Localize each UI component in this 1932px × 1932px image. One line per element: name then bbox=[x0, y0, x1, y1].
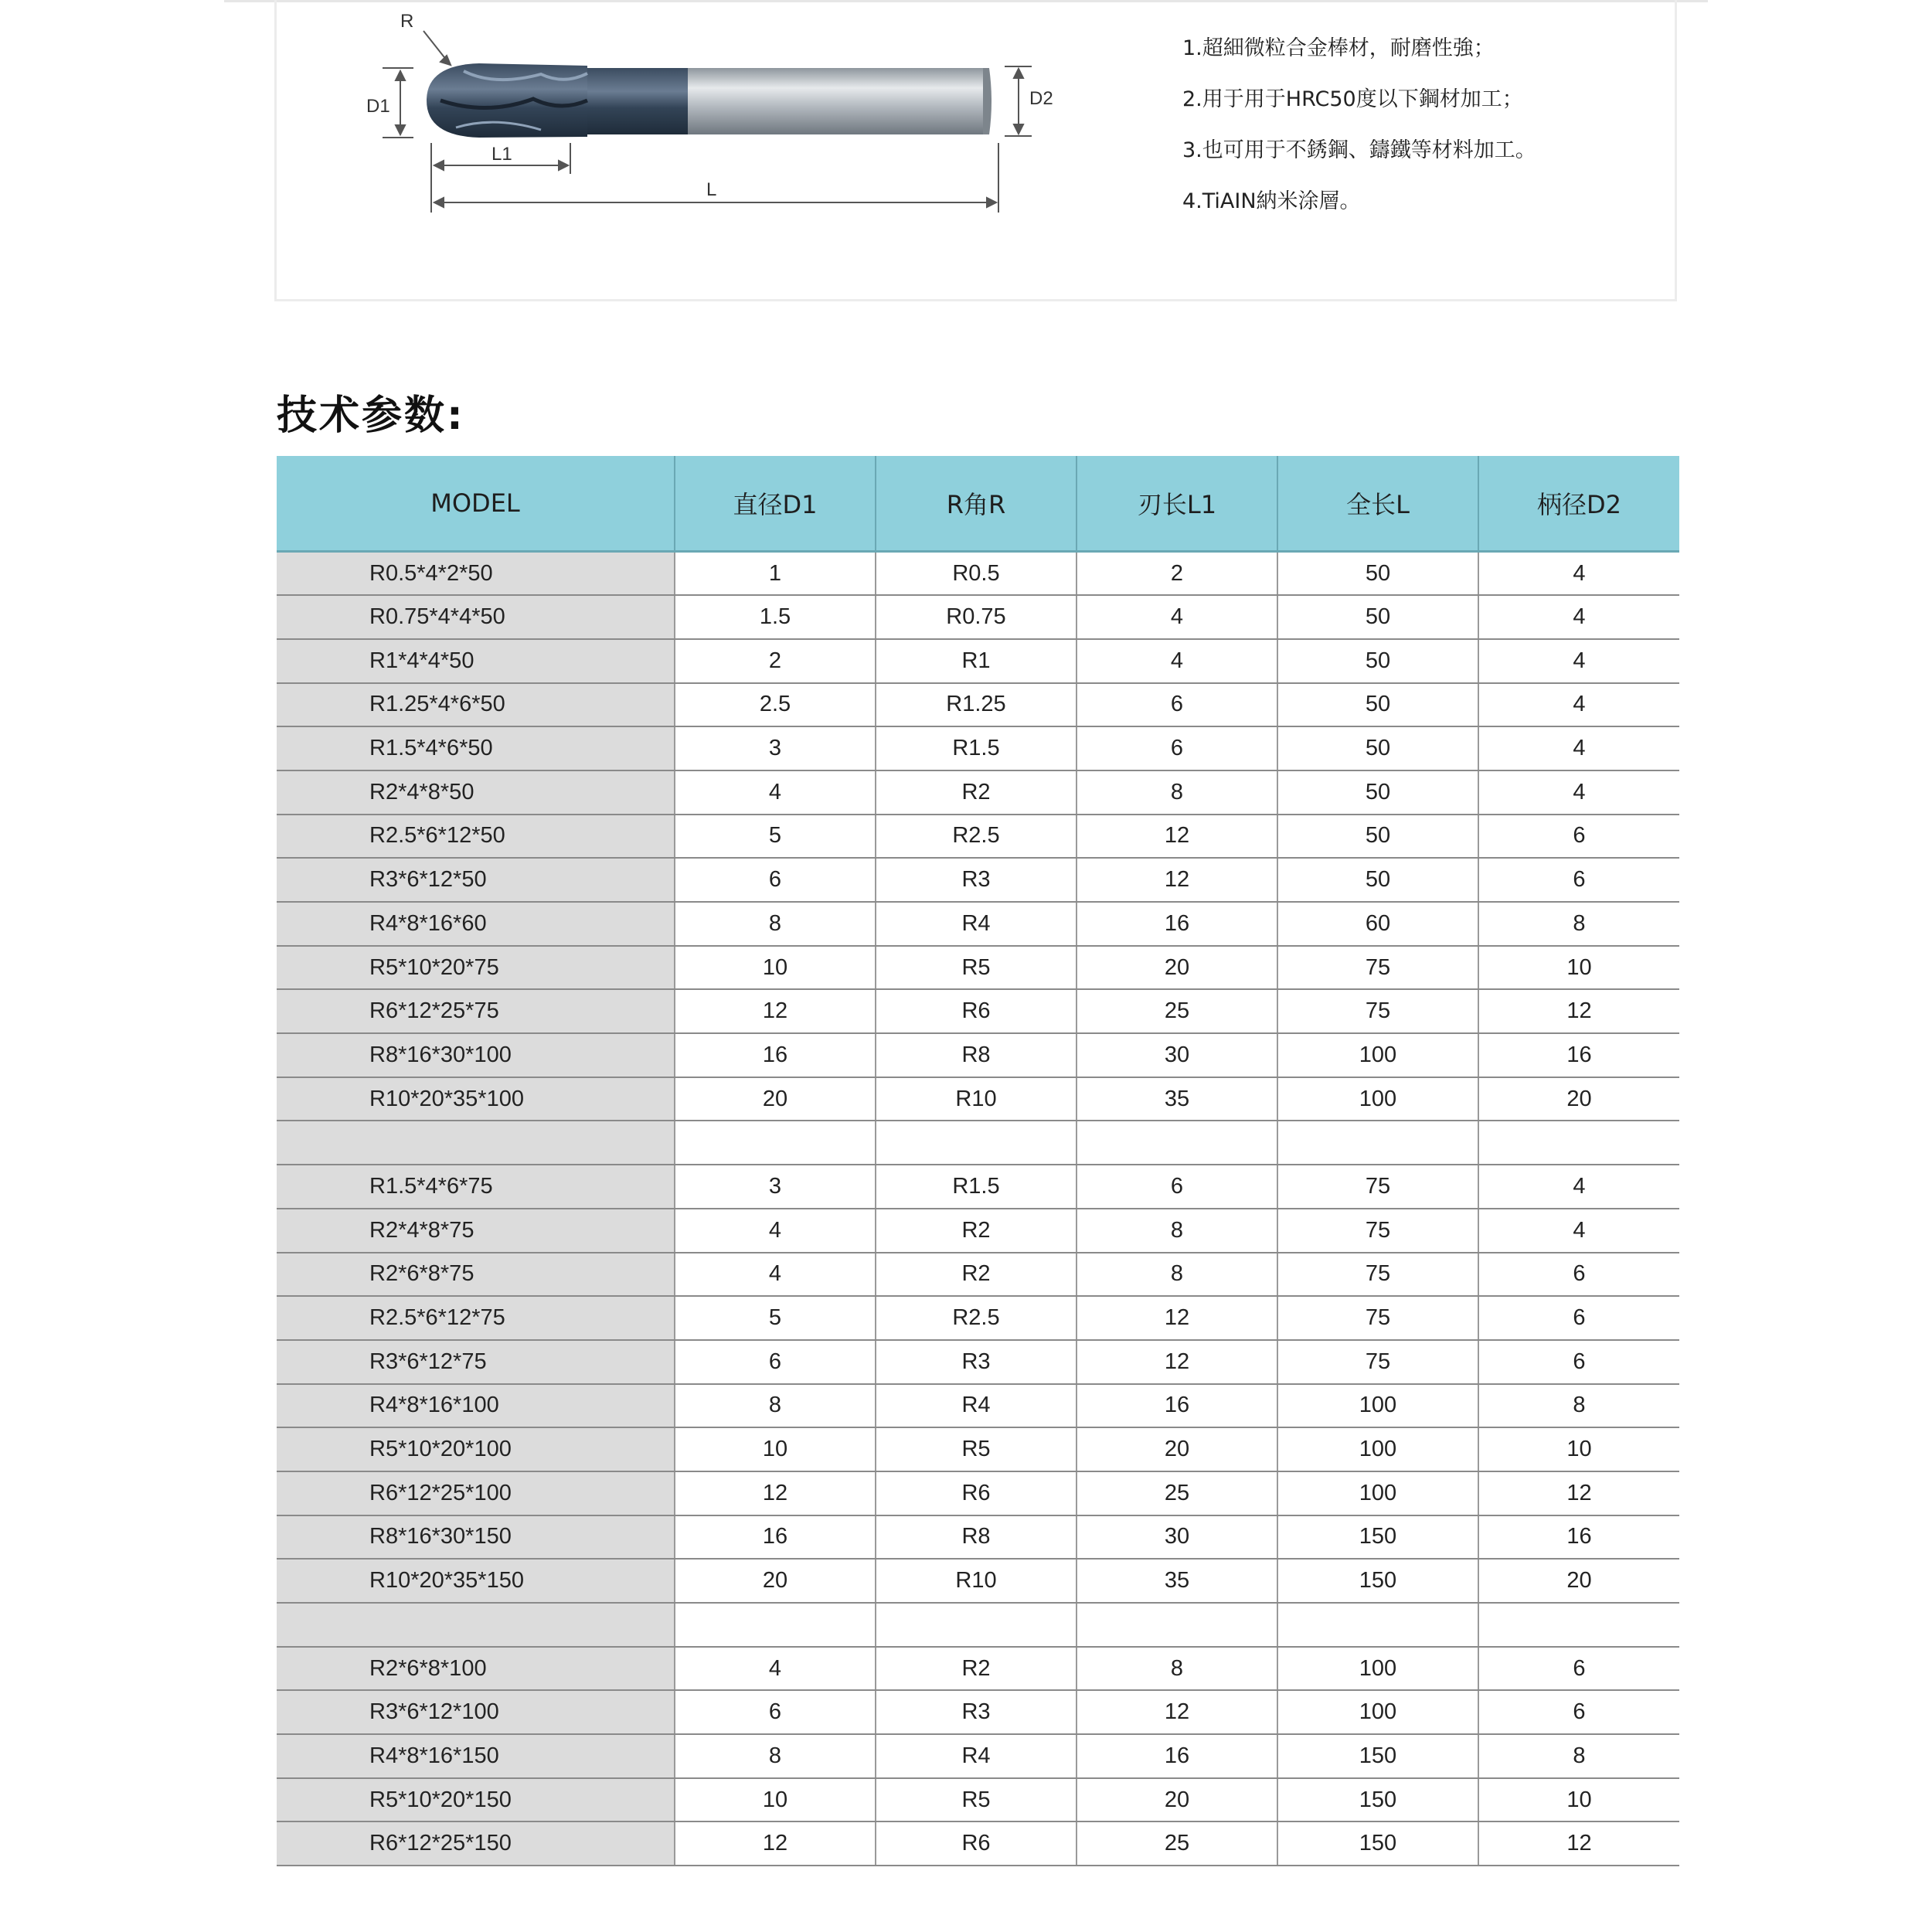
cell-d2: 4 bbox=[1478, 726, 1679, 770]
table-row bbox=[277, 726, 1679, 770]
cell-d2: 6 bbox=[1478, 858, 1679, 902]
cell-l: 75 bbox=[1277, 1209, 1478, 1253]
cell-l1: 4 bbox=[1077, 639, 1277, 683]
table-row bbox=[277, 1690, 1679, 1734]
cell-d2: 6 bbox=[1478, 815, 1679, 859]
table-row bbox=[277, 815, 1679, 859]
end-mill-diagram bbox=[0, 0, 1932, 309]
cell-l1: 4 bbox=[1077, 595, 1277, 639]
section-title: 技术参数: bbox=[277, 393, 465, 439]
cell-model: R2*6*8*100 bbox=[277, 1647, 675, 1691]
cell-l: 100 bbox=[1277, 1471, 1478, 1515]
cell-r: R6 bbox=[876, 1821, 1077, 1866]
cell-l1 bbox=[1077, 1121, 1277, 1165]
cell-l: 100 bbox=[1277, 1690, 1478, 1734]
table-row bbox=[277, 1209, 1679, 1253]
cell-d1: 12 bbox=[675, 1821, 876, 1866]
cell-model: R6*12*25*75 bbox=[277, 989, 675, 1033]
cell-d1: 10 bbox=[675, 946, 876, 990]
cell-model: R4*8*16*150 bbox=[277, 1734, 675, 1778]
feature-item: 2.用于用于HRC50度以下鋼材加工； bbox=[1182, 87, 1523, 111]
cell-l: 100 bbox=[1277, 1077, 1478, 1121]
table-spacer-row bbox=[277, 1121, 1679, 1165]
cell-l1: 25 bbox=[1077, 1471, 1277, 1515]
cell-d2: 4 bbox=[1478, 1165, 1679, 1209]
table-row bbox=[277, 1384, 1679, 1428]
cell-l1: 8 bbox=[1077, 1209, 1277, 1253]
table-row bbox=[277, 1427, 1679, 1471]
cell-model: R10*20*35*100 bbox=[277, 1077, 675, 1121]
cell-r: R4 bbox=[876, 1734, 1077, 1778]
cell-model: R5*10*20*100 bbox=[277, 1427, 675, 1471]
cell-l: 150 bbox=[1277, 1515, 1478, 1560]
cell-model: R6*12*25*100 bbox=[277, 1471, 675, 1515]
cell-d1: 8 bbox=[675, 1734, 876, 1778]
cell-l1: 2 bbox=[1077, 552, 1277, 596]
cell-d2: 12 bbox=[1478, 989, 1679, 1033]
cell-d2 bbox=[1478, 1121, 1679, 1165]
cell-l1: 25 bbox=[1077, 1821, 1277, 1866]
cell-model: R0.75*4*4*50 bbox=[277, 595, 675, 639]
table-row bbox=[277, 1778, 1679, 1822]
l1-label: L1 bbox=[492, 144, 512, 165]
cell-d1: 4 bbox=[675, 1209, 876, 1253]
cell-l: 75 bbox=[1277, 1165, 1478, 1209]
table-row bbox=[277, 552, 1679, 596]
cell-r: R2 bbox=[876, 1209, 1077, 1253]
cell-l1: 30 bbox=[1077, 1033, 1277, 1077]
cell-l1: 35 bbox=[1077, 1559, 1277, 1603]
cell-r: R1 bbox=[876, 639, 1077, 683]
l-label: L bbox=[706, 179, 717, 200]
cell-d2: 8 bbox=[1478, 1734, 1679, 1778]
cell-r: R2.5 bbox=[876, 1296, 1077, 1340]
cell-d1: 6 bbox=[675, 1690, 876, 1734]
cell-l: 100 bbox=[1277, 1384, 1478, 1428]
cell-model: R1.5*4*6*50 bbox=[277, 726, 675, 770]
cell-r: R0.5 bbox=[876, 552, 1077, 596]
cell-d1: 5 bbox=[675, 815, 876, 859]
cell-d1: 1 bbox=[675, 552, 876, 596]
cell-model: R8*16*30*150 bbox=[277, 1515, 675, 1560]
cell-l: 50 bbox=[1277, 815, 1478, 859]
cell-d1: 6 bbox=[675, 1340, 876, 1384]
feature-item: 4.TiAIN納米涂層。 bbox=[1182, 189, 1361, 213]
cell-d2: 10 bbox=[1478, 1427, 1679, 1471]
cell-l1: 35 bbox=[1077, 1077, 1277, 1121]
cell-d1: 2.5 bbox=[675, 683, 876, 727]
cell-d1 bbox=[675, 1121, 876, 1165]
cell-l1: 8 bbox=[1077, 1647, 1277, 1691]
cell-r: R5 bbox=[876, 1778, 1077, 1822]
cell-model bbox=[277, 1121, 675, 1165]
cell-d2: 20 bbox=[1478, 1559, 1679, 1603]
table-row bbox=[277, 683, 1679, 727]
cell-l1: 20 bbox=[1077, 1427, 1277, 1471]
cell-l1: 6 bbox=[1077, 1165, 1277, 1209]
cell-r: R10 bbox=[876, 1559, 1077, 1603]
cell-model: R0.5*4*2*50 bbox=[277, 552, 675, 596]
cell-r: R8 bbox=[876, 1515, 1077, 1560]
cell-l: 150 bbox=[1277, 1821, 1478, 1866]
cell-l1 bbox=[1077, 1603, 1277, 1647]
cell-l: 75 bbox=[1277, 1340, 1478, 1384]
cell-d1: 2 bbox=[675, 639, 876, 683]
cell-r: R5 bbox=[876, 946, 1077, 990]
cell-model: R2*4*8*75 bbox=[277, 1209, 675, 1253]
table-row bbox=[277, 1471, 1679, 1515]
cell-r: R10 bbox=[876, 1077, 1077, 1121]
cell-d2: 16 bbox=[1478, 1033, 1679, 1077]
cell-r: R5 bbox=[876, 1427, 1077, 1471]
cell-d1: 16 bbox=[675, 1033, 876, 1077]
cell-d2: 16 bbox=[1478, 1515, 1679, 1560]
header-model: MODEL bbox=[277, 456, 675, 552]
table-row bbox=[277, 858, 1679, 902]
table-row bbox=[277, 1821, 1679, 1866]
cell-l: 50 bbox=[1277, 595, 1478, 639]
cell-model: R3*6*12*75 bbox=[277, 1340, 675, 1384]
cell-d1: 6 bbox=[675, 858, 876, 902]
cell-model bbox=[277, 1603, 675, 1647]
cell-d2: 4 bbox=[1478, 595, 1679, 639]
cell-model: R4*8*16*100 bbox=[277, 1384, 675, 1428]
cell-r: R3 bbox=[876, 1340, 1077, 1384]
cell-l1: 20 bbox=[1077, 1778, 1277, 1822]
table-row bbox=[277, 1515, 1679, 1560]
cell-l1: 12 bbox=[1077, 858, 1277, 902]
cell-d1: 4 bbox=[675, 1253, 876, 1297]
cell-l1: 16 bbox=[1077, 902, 1277, 946]
header-l1: 刃长L1 bbox=[1077, 456, 1277, 552]
cell-model: R2.5*6*12*75 bbox=[277, 1296, 675, 1340]
cell-d1: 10 bbox=[675, 1778, 876, 1822]
cell-r: R2 bbox=[876, 1253, 1077, 1297]
cell-l bbox=[1277, 1121, 1478, 1165]
cell-r: R6 bbox=[876, 1471, 1077, 1515]
cell-model: R2*4*8*50 bbox=[277, 770, 675, 815]
cell-r: R4 bbox=[876, 902, 1077, 946]
cell-l: 75 bbox=[1277, 1296, 1478, 1340]
cell-l1: 8 bbox=[1077, 770, 1277, 815]
cell-l1: 12 bbox=[1077, 1690, 1277, 1734]
cell-d2: 4 bbox=[1478, 683, 1679, 727]
cell-r: R2 bbox=[876, 1647, 1077, 1691]
feature-item: 3.也可用于不銹鋼、鑄鐵等材料加工。 bbox=[1182, 138, 1536, 162]
table-row bbox=[277, 902, 1679, 946]
cell-d1: 3 bbox=[675, 1165, 876, 1209]
table-row bbox=[277, 1165, 1679, 1209]
table-row bbox=[277, 1734, 1679, 1778]
cell-l: 100 bbox=[1277, 1427, 1478, 1471]
cell-r: R8 bbox=[876, 1033, 1077, 1077]
header-l: 全长L bbox=[1277, 456, 1478, 552]
cell-l: 60 bbox=[1277, 902, 1478, 946]
cell-l1: 20 bbox=[1077, 946, 1277, 990]
cell-model: R2*6*8*75 bbox=[277, 1253, 675, 1297]
cell-l: 50 bbox=[1277, 639, 1478, 683]
table-row bbox=[277, 639, 1679, 683]
cell-model: R10*20*35*150 bbox=[277, 1559, 675, 1603]
table-row bbox=[277, 1253, 1679, 1297]
table-row bbox=[277, 1033, 1679, 1077]
cell-d1: 5 bbox=[675, 1296, 876, 1340]
cell-d1: 3 bbox=[675, 726, 876, 770]
cell-d2: 4 bbox=[1478, 1209, 1679, 1253]
table-row bbox=[277, 989, 1679, 1033]
cell-model: R1*4*4*50 bbox=[277, 639, 675, 683]
cell-l1: 12 bbox=[1077, 815, 1277, 859]
cell-l1: 12 bbox=[1077, 1296, 1277, 1340]
table-row bbox=[277, 1077, 1679, 1121]
cell-d1: 20 bbox=[675, 1077, 876, 1121]
cell-model: R6*12*25*150 bbox=[277, 1821, 675, 1866]
table-row bbox=[277, 595, 1679, 639]
cell-model: R4*8*16*60 bbox=[277, 902, 675, 946]
cell-l: 50 bbox=[1277, 858, 1478, 902]
parameter-table bbox=[277, 456, 1679, 1866]
cell-d1: 1.5 bbox=[675, 595, 876, 639]
table-row bbox=[277, 1296, 1679, 1340]
cell-l1: 30 bbox=[1077, 1515, 1277, 1560]
cell-r: R3 bbox=[876, 1690, 1077, 1734]
cell-d2: 20 bbox=[1478, 1077, 1679, 1121]
cell-model: R5*10*20*75 bbox=[277, 946, 675, 990]
cell-d1 bbox=[675, 1603, 876, 1647]
cell-d1: 8 bbox=[675, 902, 876, 946]
cell-l: 100 bbox=[1277, 1647, 1478, 1691]
cell-r: R6 bbox=[876, 989, 1077, 1033]
table-row bbox=[277, 1340, 1679, 1384]
cell-d1: 20 bbox=[675, 1559, 876, 1603]
cell-d2 bbox=[1478, 1603, 1679, 1647]
cell-d1: 4 bbox=[675, 770, 876, 815]
cell-l: 50 bbox=[1277, 726, 1478, 770]
cell-model: R8*16*30*100 bbox=[277, 1033, 675, 1077]
cell-l: 75 bbox=[1277, 946, 1478, 990]
cell-l1: 8 bbox=[1077, 1253, 1277, 1297]
cell-d2: 8 bbox=[1478, 902, 1679, 946]
cell-model: R3*6*12*50 bbox=[277, 858, 675, 902]
cell-model: R3*6*12*100 bbox=[277, 1690, 675, 1734]
header-d2: 柄径D2 bbox=[1478, 456, 1679, 552]
table-row bbox=[277, 946, 1679, 990]
header-d1: 直径D1 bbox=[675, 456, 876, 552]
table-spacer-row bbox=[277, 1603, 1679, 1647]
cell-l bbox=[1277, 1603, 1478, 1647]
cell-r: R3 bbox=[876, 858, 1077, 902]
table-row bbox=[277, 770, 1679, 815]
cell-r: R2 bbox=[876, 770, 1077, 815]
cell-l: 75 bbox=[1277, 989, 1478, 1033]
table-body bbox=[277, 552, 1679, 1866]
cell-d2: 10 bbox=[1478, 1778, 1679, 1822]
cell-l1: 25 bbox=[1077, 989, 1277, 1033]
cell-d2: 6 bbox=[1478, 1296, 1679, 1340]
d2-label: D2 bbox=[1029, 88, 1053, 109]
cell-r: R1.5 bbox=[876, 1165, 1077, 1209]
cell-d2: 6 bbox=[1478, 1253, 1679, 1297]
cell-l: 50 bbox=[1277, 552, 1478, 596]
cell-l1: 6 bbox=[1077, 726, 1277, 770]
cell-d2: 4 bbox=[1478, 639, 1679, 683]
cell-d1: 16 bbox=[675, 1515, 876, 1560]
cell-model: R5*10*20*150 bbox=[277, 1778, 675, 1822]
cell-l: 75 bbox=[1277, 1253, 1478, 1297]
cell-d2: 6 bbox=[1478, 1690, 1679, 1734]
cell-d2: 12 bbox=[1478, 1821, 1679, 1866]
cell-l: 50 bbox=[1277, 770, 1478, 815]
cell-d1: 8 bbox=[675, 1384, 876, 1428]
cell-d2: 6 bbox=[1478, 1340, 1679, 1384]
cell-model: R1.25*4*6*50 bbox=[277, 683, 675, 727]
cell-r: R1.25 bbox=[876, 683, 1077, 727]
cell-d2: 6 bbox=[1478, 1647, 1679, 1691]
cell-l: 150 bbox=[1277, 1778, 1478, 1822]
cell-l1: 12 bbox=[1077, 1340, 1277, 1384]
cell-d1: 12 bbox=[675, 989, 876, 1033]
cell-r bbox=[876, 1121, 1077, 1165]
radius-label: R bbox=[400, 11, 414, 32]
feature-list bbox=[1182, 23, 1536, 227]
cell-d2: 10 bbox=[1478, 946, 1679, 990]
d1-label: D1 bbox=[366, 96, 390, 117]
cell-r: R0.75 bbox=[876, 595, 1077, 639]
cell-d2: 8 bbox=[1478, 1384, 1679, 1428]
table-row bbox=[277, 1559, 1679, 1603]
cell-l1: 6 bbox=[1077, 683, 1277, 727]
cell-r: R1.5 bbox=[876, 726, 1077, 770]
table-row bbox=[277, 1647, 1679, 1691]
cell-l1: 16 bbox=[1077, 1384, 1277, 1428]
cell-r bbox=[876, 1603, 1077, 1647]
cell-r: R2.5 bbox=[876, 815, 1077, 859]
cell-model: R2.5*6*12*50 bbox=[277, 815, 675, 859]
cell-d2: 12 bbox=[1478, 1471, 1679, 1515]
cell-d2: 4 bbox=[1478, 552, 1679, 596]
table-header-row bbox=[277, 456, 1679, 552]
cell-l: 50 bbox=[1277, 683, 1478, 727]
feature-item: 1.超細微粒合金棒材，耐磨性強； bbox=[1182, 36, 1495, 60]
cell-model: R1.5*4*6*75 bbox=[277, 1165, 675, 1209]
cell-d1: 10 bbox=[675, 1427, 876, 1471]
tool-body bbox=[427, 63, 992, 138]
cell-d1: 4 bbox=[675, 1647, 876, 1691]
cell-d2: 4 bbox=[1478, 770, 1679, 815]
cell-l1: 16 bbox=[1077, 1734, 1277, 1778]
cell-r: R4 bbox=[876, 1384, 1077, 1428]
cell-l: 150 bbox=[1277, 1734, 1478, 1778]
cell-l: 150 bbox=[1277, 1559, 1478, 1603]
header-r: R角R bbox=[876, 456, 1077, 552]
cell-d1: 12 bbox=[675, 1471, 876, 1515]
cell-l: 100 bbox=[1277, 1033, 1478, 1077]
